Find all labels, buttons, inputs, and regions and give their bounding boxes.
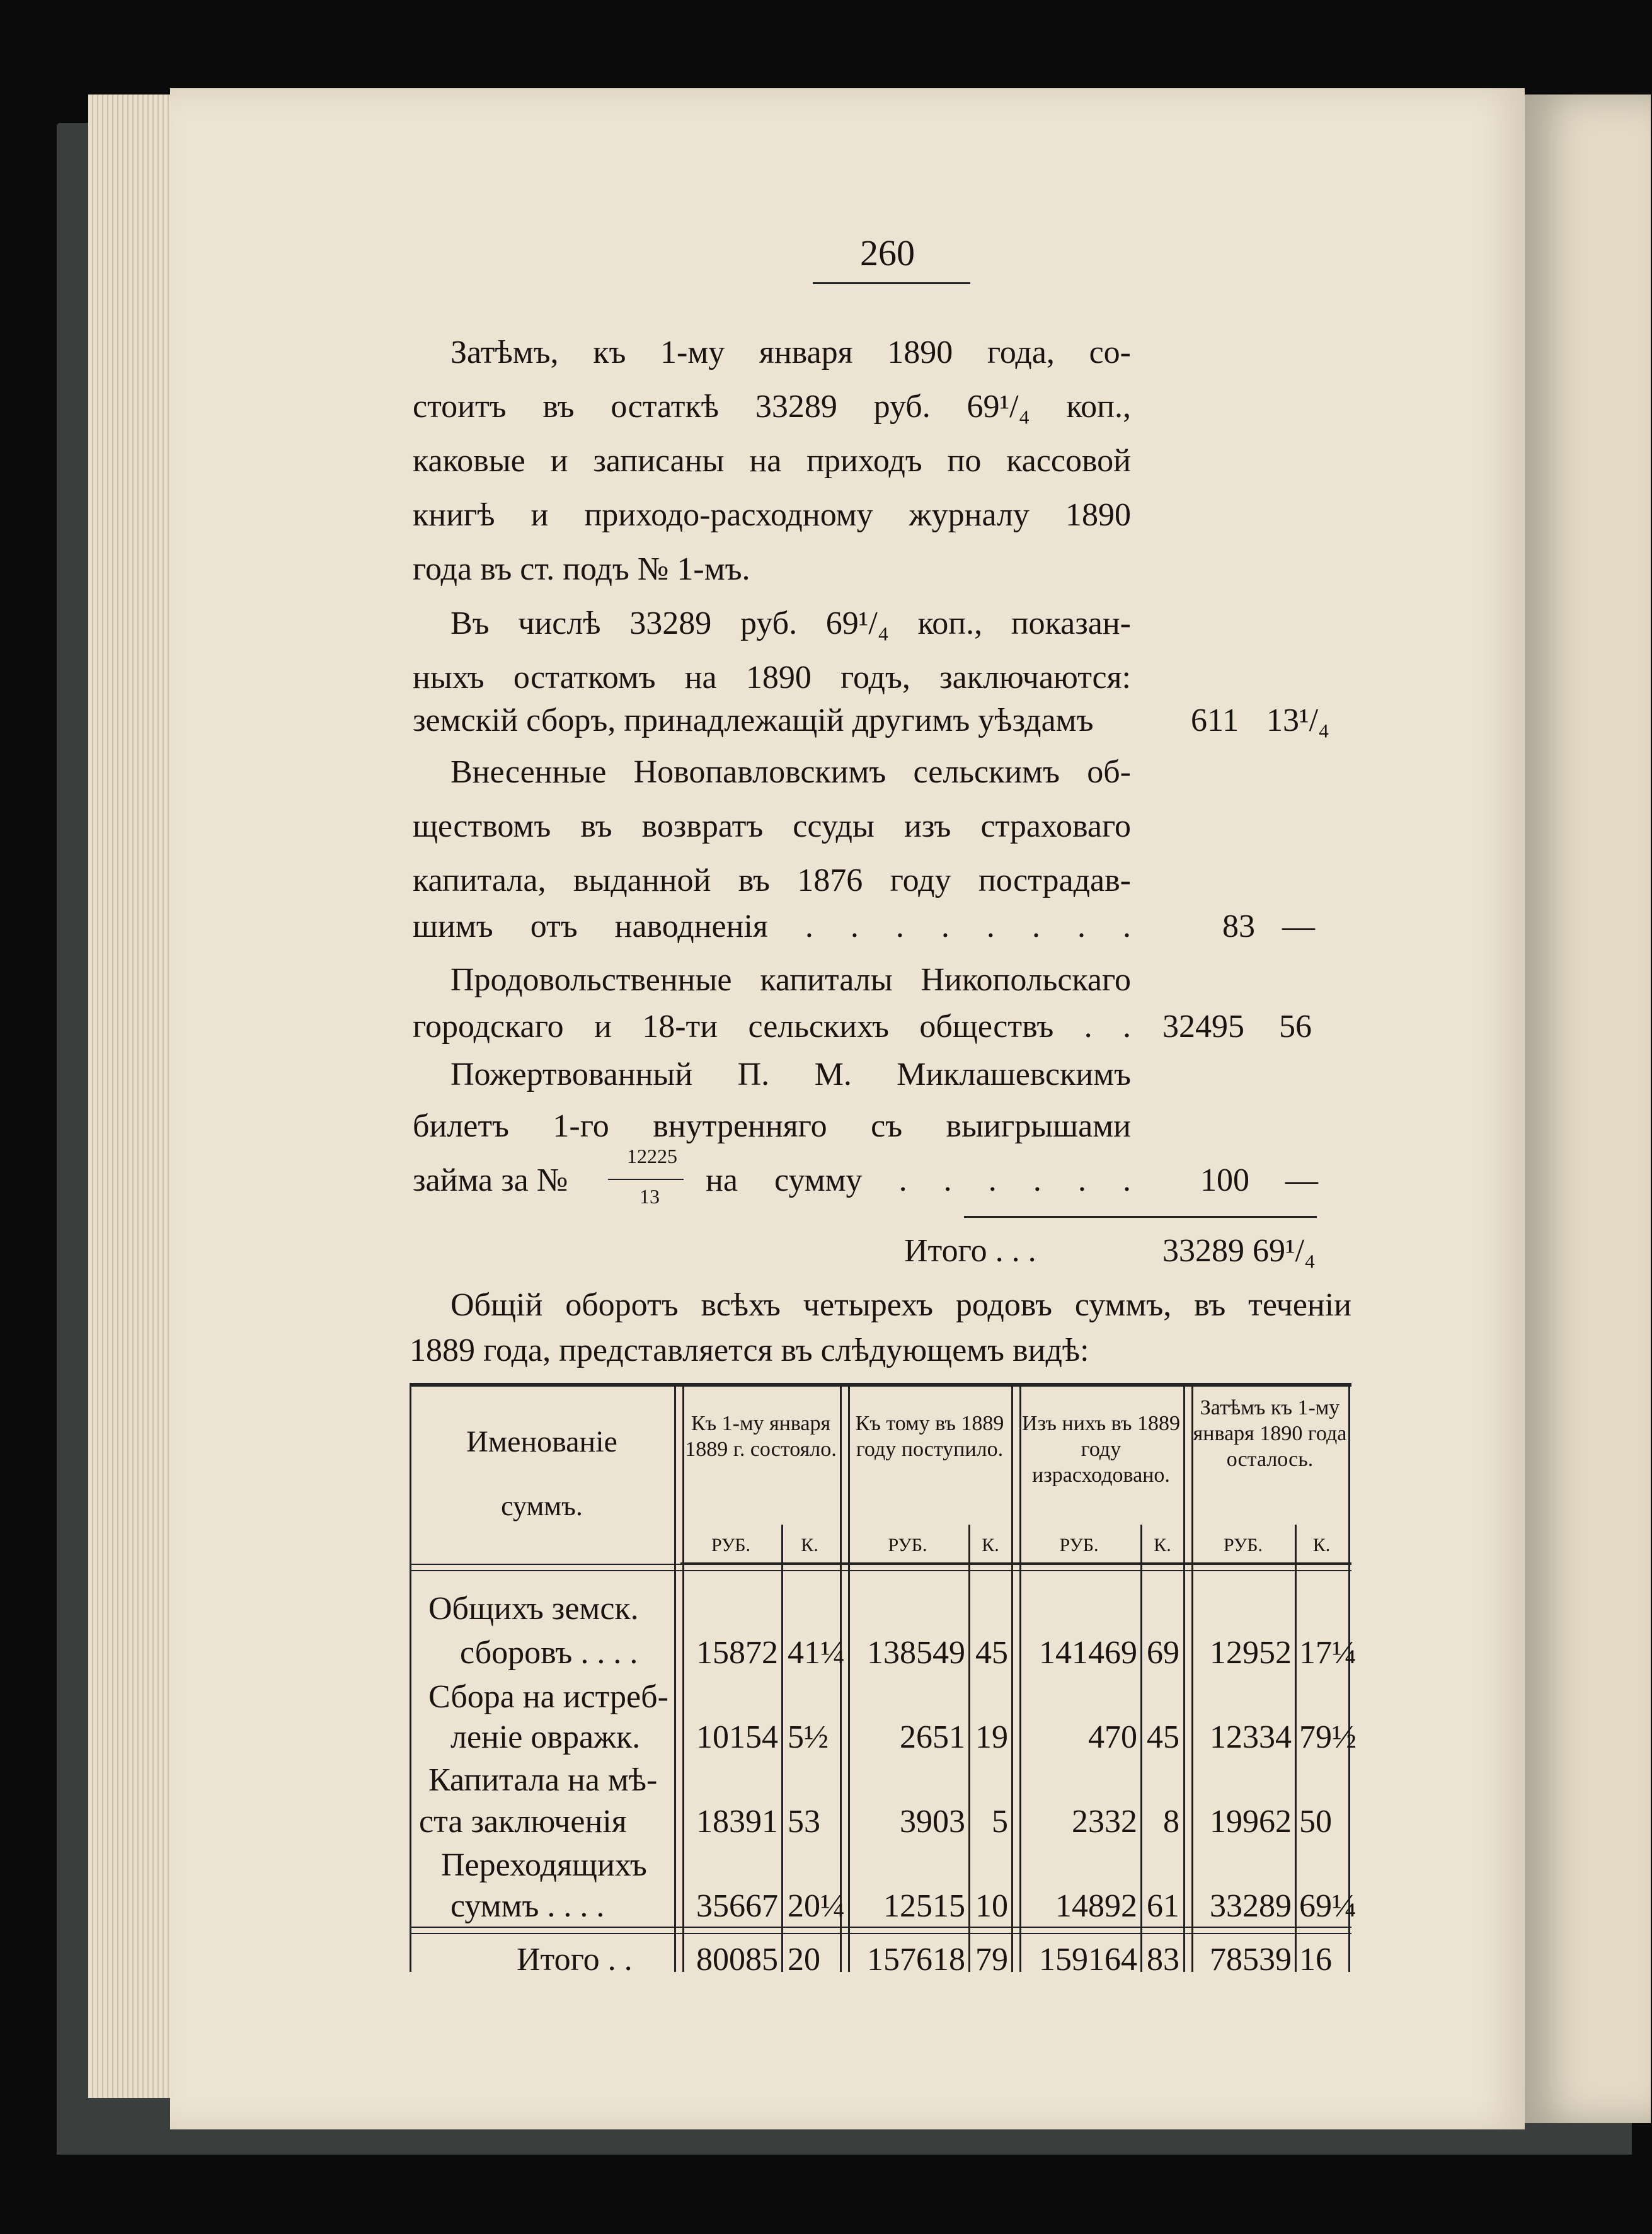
item-text: шимъ отъ наводненія . . . . . . . . — [413, 908, 1131, 944]
table-cell: 17¼ — [1299, 1635, 1357, 1671]
col-line — [1011, 1386, 1021, 1972]
table-cell: 35667 — [696, 1888, 778, 1924]
item-kop: 56 — [1279, 1009, 1312, 1045]
table-cell: 61 — [1147, 1888, 1179, 1924]
total-cell: 159164 — [1039, 1942, 1137, 1978]
col-line-kop — [781, 1525, 783, 1972]
table-cell: 8 — [1163, 1804, 1179, 1840]
col-line-kop — [1295, 1525, 1297, 1972]
item-rub: 32495 — [1162, 1009, 1244, 1045]
row-name: леніе овражк. — [450, 1719, 641, 1755]
text-line: года въ ст. подъ № 1-мъ. — [413, 551, 750, 587]
header-col: Изъ нихъ въ 1889 году израсходовано. — [1022, 1412, 1180, 1487]
text-line: 1889 года, представляется въ слѣдующемъ видѣ: — [410, 1332, 1089, 1368]
total-rule — [410, 1927, 1351, 1934]
table-cell: 69 — [1147, 1635, 1179, 1671]
header-col: Затѣмъ къ 1-му января 1890 года осталось. — [1193, 1396, 1347, 1471]
col-line — [840, 1386, 850, 1972]
table-cell: 2332 — [1072, 1804, 1137, 1840]
item-text: займа за № — [413, 1162, 568, 1198]
sub-kop: К. — [1154, 1535, 1171, 1555]
total-cell: 78539 — [1210, 1942, 1292, 1978]
table-cell: 19962 — [1210, 1804, 1292, 1840]
table-cell: 20¼ — [788, 1888, 845, 1924]
table-cell: 45 — [1147, 1719, 1179, 1755]
item-text: на сумму . . . . . . — [706, 1162, 1131, 1198]
table-cell: 138549 — [867, 1635, 965, 1671]
sub-kop: К. — [801, 1535, 818, 1555]
text-line: Затѣмъ, къ 1-му января 1890 года, со- — [450, 335, 1131, 370]
table-cell: 14892 — [1055, 1888, 1137, 1924]
facing-page — [1525, 95, 1651, 2123]
row-name: Переходящихъ — [441, 1847, 647, 1883]
table-cell: 3903 — [900, 1804, 965, 1840]
item-text: Внесенные Новопавловскимъ сельскимъ об- — [450, 754, 1131, 790]
row-name: сборовъ . . . . — [460, 1635, 638, 1671]
table-cell: 470 — [1088, 1719, 1137, 1755]
text-line: книгѣ и приходо-расходному журналу 1890 — [413, 497, 1131, 533]
col-line — [410, 1386, 411, 1972]
sub-rub: РУБ. — [711, 1535, 750, 1555]
item-rub: 100 — [1200, 1162, 1249, 1198]
col-line-kop — [968, 1525, 970, 1972]
row-name: Сбора на истреб- — [428, 1679, 668, 1715]
item-text: Пожертвованный П. М. Миклашевскимъ — [450, 1057, 1131, 1092]
table-cell: 2651 — [900, 1719, 965, 1755]
table-cell: 12334 — [1210, 1719, 1292, 1755]
total-cell: 157618 — [867, 1942, 965, 1978]
col-line — [1183, 1386, 1193, 1972]
text-line: стоитъ въ остаткѣ 33289 руб. 69¹/₄ коп., — [413, 389, 1131, 425]
table-cell: 45 — [975, 1635, 1008, 1671]
table-cell: 141469 — [1039, 1635, 1137, 1671]
text-line: ныхъ остаткомъ на 1890 годъ, заключаются: — [413, 660, 1131, 696]
sub-kop: К. — [1312, 1535, 1331, 1555]
itogo-value: 33289 69¹/₄ — [1162, 1233, 1316, 1269]
item-kop: — — [1285, 1162, 1318, 1198]
table-cell: 50 — [1299, 1804, 1332, 1840]
sub-rub: РУБ. — [1059, 1535, 1099, 1555]
row-name: Капитала на мѣ- — [428, 1762, 658, 1798]
table-cell: 79½ — [1299, 1719, 1357, 1755]
row-name: ста заключенія — [419, 1804, 627, 1840]
table-cell: 5 — [992, 1804, 1008, 1840]
table-cell: 5½ — [788, 1719, 829, 1755]
fraction — [608, 1145, 690, 1208]
table-cell: 12952 — [1210, 1635, 1292, 1671]
table-cell: 10 — [975, 1888, 1008, 1924]
header-name-1: Именованіе — [466, 1425, 617, 1458]
fraction-bar — [608, 1179, 684, 1180]
col-line-kop — [1140, 1525, 1142, 1972]
header-col: Къ 1-му января 1889 г. состояло. — [685, 1412, 837, 1461]
item-text: земскій сборъ, принадлежащій другимъ уѣздамъ — [413, 702, 1094, 738]
item-text: билетъ 1-го внутренняго съ выигрышами — [413, 1108, 1131, 1144]
table-cell: 33289 — [1210, 1888, 1292, 1924]
total-cell: 79 — [975, 1942, 1008, 1978]
total-name: Итого . . — [517, 1942, 633, 1978]
row-name: суммъ . . . . — [450, 1888, 605, 1924]
itogo-label: Итого . . . — [904, 1233, 1036, 1269]
text-line: Общій оборотъ всѣхъ четырехъ родовъ суммъ, въ теченіи — [450, 1287, 1351, 1323]
total-cell: 20 — [788, 1942, 820, 1978]
table-cell: 41¼ — [788, 1635, 845, 1671]
table-cell: 53 — [788, 1804, 820, 1840]
header-col: Къ тому въ 1889 году поступило. — [855, 1412, 1004, 1461]
sub-kop: К. — [982, 1535, 999, 1555]
item-kop: 13¹/₄ — [1266, 702, 1330, 738]
sum-rule — [964, 1216, 1317, 1218]
table-cell: 69¼ — [1299, 1888, 1357, 1924]
table-cell: 18391 — [696, 1804, 778, 1840]
table-cell: 15872 — [696, 1635, 778, 1671]
text-line: Въ числѣ 33289 руб. 69¹/₄ коп., показан- — [450, 605, 1131, 641]
fraction-denominator: 13 — [640, 1185, 660, 1208]
header-rule — [410, 1564, 1351, 1571]
item-text: капитала, выданной въ 1876 году пострадав- — [413, 862, 1131, 898]
item-kop: — — [1282, 908, 1315, 944]
total-cell: 16 — [1299, 1942, 1332, 1978]
page-number-rule — [813, 282, 970, 284]
item-rub: 611 — [1191, 702, 1239, 738]
col-line — [1348, 1386, 1350, 1972]
item-text: Продовольственные капиталы Никопольскаго — [450, 962, 1131, 998]
total-cell: 80085 — [696, 1942, 778, 1978]
header-name-2: суммъ. — [501, 1491, 583, 1521]
item-text: городскаго и 18-ти сельскихъ обществъ . . — [413, 1009, 1131, 1045]
total-cell: 83 — [1147, 1942, 1179, 1978]
item-rub: 83 — [1222, 908, 1255, 944]
table-cell: 10154 — [696, 1719, 778, 1755]
fraction-numerator: 12225 — [627, 1145, 677, 1167]
table-cell: 19 — [975, 1719, 1008, 1755]
item-text: ществомъ въ возвратъ ссуды изъ страховаго — [413, 808, 1131, 844]
table-top-rule — [410, 1383, 1351, 1387]
sub-rub: РУБ. — [1224, 1535, 1263, 1555]
row-name: Общихъ земск. — [428, 1591, 639, 1627]
sub-rub: РУБ. — [888, 1535, 927, 1555]
page-number: 260 — [860, 232, 915, 273]
col-line — [674, 1386, 684, 1972]
table-cell: 12515 — [883, 1888, 965, 1924]
text-line: каковые и записаны на приходъ по кассовой — [413, 443, 1131, 479]
